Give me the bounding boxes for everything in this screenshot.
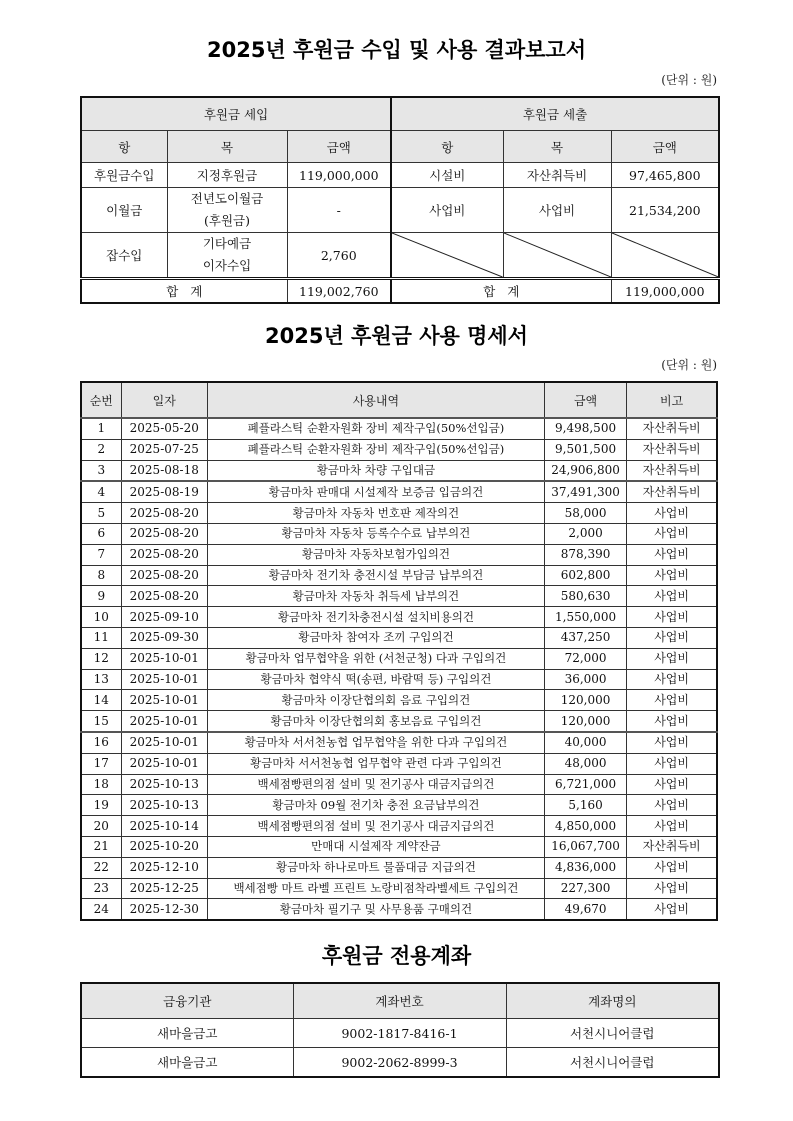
empty-diagonal-cell [611,233,719,279]
row-number: 10 [81,607,121,628]
row-date: 2025-08-19 [121,481,207,502]
col-note: 비고 [627,382,717,418]
income-amount: - [287,188,391,233]
expense-hang: 사업비 [391,188,503,233]
row-note: 사업비 [627,523,717,544]
row-amount: 36,000 [544,669,626,690]
row-description: 황금마차 자동차 취득세 납부의건 [207,586,544,607]
row-amount: 602,800 [544,565,626,586]
row-note: 사업비 [627,586,717,607]
summary-row [81,233,719,279]
income-header: 후원금 세입 [81,97,391,131]
expense-amount: 97,465,800 [611,163,719,188]
row-note: 사업비 [627,899,717,920]
income-mok [167,188,287,233]
row-note: 사업비 [627,544,717,565]
row-note: 사업비 [627,669,717,690]
row-description: 폐플라스틱 순환자원화 장비 제작구입(50%선입금) [207,418,544,439]
row-description: 폐플라스틱 순환자원화 장비 제작구입(50%선입금) [207,439,544,460]
table-row [81,523,717,544]
row-description: 황금마차 하나로마트 물품대금 지급의건 [207,857,544,878]
row-note: 자산취득비 [627,836,717,857]
row-note: 사업비 [627,857,717,878]
row-date: 2025-10-01 [121,648,207,669]
row-note: 사업비 [627,753,717,774]
summary-table [80,96,720,304]
col-amount: 금액 [611,131,719,163]
account-row [81,1048,719,1078]
row-date: 2025-12-10 [121,857,207,878]
row-amount: 1,550,000 [544,607,626,628]
row-description: 황금마차 이장단협의회 음료 구입의건 [207,690,544,711]
col-date: 일자 [121,382,207,418]
row-date: 2025-10-01 [121,753,207,774]
table-row [81,899,717,920]
row-description: 황금마차 판매대 시설제작 보증금 입금의건 [207,481,544,502]
income-mok-line: 기타예금 [202,236,252,251]
account-number: 9002-2062-8999-3 [293,1048,506,1078]
row-amount: 58,000 [544,503,626,524]
row-date: 2025-09-10 [121,607,207,628]
row-number: 19 [81,795,121,816]
table-row [81,607,717,628]
income-mok: 지정후원금 [167,163,287,188]
account-table [80,982,720,1078]
table-row [81,774,717,795]
bank: 새마을금고 [81,1048,293,1078]
row-amount: 4,836,000 [544,857,626,878]
row-number: 16 [81,732,121,753]
row-description: 황금마차 이장단협의회 홍보음료 구입의건 [207,711,544,732]
income-mok-line: 전년도이월금 [190,191,264,206]
row-note: 사업비 [627,732,717,753]
expense-hang: 시설비 [391,163,503,188]
row-description: 황금마차 협약식 떡(송편, 바람떡 등) 구입의건 [207,669,544,690]
col-hang: 항 [391,131,503,163]
row-date: 2025-10-01 [121,711,207,732]
row-date: 2025-08-18 [121,460,207,481]
row-amount: 4,850,000 [544,816,626,837]
row-date: 2025-08-20 [121,503,207,524]
row-description: 황금마차 서서천농협 업무협약 관련 다과 구입의건 [207,753,544,774]
row-date: 2025-10-13 [121,795,207,816]
row-date: 2025-12-25 [121,878,207,899]
unit-label: (단위 : 원) [661,73,717,87]
row-number: 21 [81,836,121,857]
summary-row [81,163,719,188]
row-description: 황금마차 전기차충전시설 설치비용의건 [207,607,544,628]
table-row [81,481,717,502]
table-row [81,460,717,481]
row-number: 4 [81,481,121,502]
row-date: 2025-08-20 [121,565,207,586]
row-note: 사업비 [627,774,717,795]
table-row [81,565,717,586]
col-desc: 사용내역 [207,382,544,418]
income-mok [167,233,287,279]
account-title: 후원금 전용계좌 [321,944,472,968]
row-description: 황금마차 차량 구입대금 [207,460,544,481]
row-note: 자산취득비 [627,460,717,481]
table-row [81,732,717,753]
table-row [81,878,717,899]
row-number: 2 [81,439,121,460]
table-row [81,418,717,439]
row-amount: 9,501,500 [544,439,626,460]
row-note: 사업비 [627,503,717,524]
row-note: 사업비 [627,627,717,648]
row-number: 23 [81,878,121,899]
table-row [81,669,717,690]
row-number: 1 [81,418,121,439]
row-note: 자산취득비 [627,481,717,502]
summary-row [81,188,719,233]
income-mok-line: (후원금) [204,213,250,228]
col-mok: 목 [503,131,611,163]
row-number: 14 [81,690,121,711]
row-note: 자산취득비 [627,418,717,439]
empty-diagonal-cell [503,233,611,279]
col-hang: 항 [81,131,167,163]
row-number: 20 [81,816,121,837]
row-note: 사업비 [627,648,717,669]
row-description: 백세점빵편의점 설비 및 전기공사 대금지급의건 [207,816,544,837]
row-number: 6 [81,523,121,544]
row-number: 17 [81,753,121,774]
empty-diagonal-cell [391,233,503,279]
detail-title: 2025년 후원금 사용 명세서 [265,324,528,348]
expense-header: 후원금 세출 [391,97,719,131]
income-amount: 119,000,000 [287,163,391,188]
row-amount: 72,000 [544,648,626,669]
row-amount: 49,670 [544,899,626,920]
row-date: 2025-09-30 [121,627,207,648]
row-description: 황금마차 자동차 번호판 제작의건 [207,503,544,524]
total-label: 합 계 [81,279,287,304]
row-description: 황금마차 자동차 등록수수료 납부의건 [207,523,544,544]
row-amount: 580,630 [544,586,626,607]
row-note: 사업비 [627,607,717,628]
row-note: 사업비 [627,795,717,816]
total-row [81,279,719,304]
row-note: 자산취득비 [627,439,717,460]
row-number: 15 [81,711,121,732]
row-number: 22 [81,857,121,878]
row-amount: 9,498,500 [544,418,626,439]
row-number: 9 [81,586,121,607]
table-row [81,753,717,774]
table-row [81,439,717,460]
row-amount: 227,300 [544,878,626,899]
col-amount: 금액 [287,131,391,163]
table-row [81,544,717,565]
expense-mok: 사업비 [503,188,611,233]
table-row [81,795,717,816]
expense-total: 119,000,000 [611,279,719,304]
row-date: 2025-10-14 [121,816,207,837]
income-total: 119,002,760 [287,279,391,304]
income-mok-line: 이자수입 [202,258,252,273]
report-title: 2025년 후원금 수입 및 사용 결과보고서 [206,38,586,62]
col-account-number: 계좌번호 [293,983,506,1019]
row-amount: 878,390 [544,544,626,565]
row-number: 7 [81,544,121,565]
col-account-holder: 계좌명의 [506,983,719,1019]
row-amount: 437,250 [544,627,626,648]
row-amount: 2,000 [544,523,626,544]
row-date: 2025-10-13 [121,774,207,795]
row-description: 황금마차 업무협약을 위한 (서천군청) 다과 구입의건 [207,648,544,669]
table-row [81,836,717,857]
col-no: 순번 [81,382,121,418]
row-note: 사업비 [627,878,717,899]
row-number: 13 [81,669,121,690]
row-number: 12 [81,648,121,669]
row-number: 3 [81,460,121,481]
account-number: 9002-1817-8416-1 [293,1019,506,1048]
table-row [81,690,717,711]
row-note: 사업비 [627,816,717,837]
col-bank: 금융기관 [81,983,293,1019]
income-hang: 잡수입 [81,233,167,279]
detail-table [80,381,718,921]
row-number: 18 [81,774,121,795]
row-description: 황금마차 필기구 및 사무용품 구매의건 [207,899,544,920]
row-date: 2025-10-01 [121,690,207,711]
row-description: 황금마차 전기차 충전시설 부담금 납부의건 [207,565,544,586]
row-date: 2025-05-20 [121,418,207,439]
row-date: 2025-08-20 [121,586,207,607]
table-row [81,816,717,837]
row-amount: 6,721,000 [544,774,626,795]
row-date: 2025-12-30 [121,899,207,920]
table-row [81,711,717,732]
row-amount: 48,000 [544,753,626,774]
income-amount: 2,760 [287,233,391,279]
table-row [81,586,717,607]
row-number: 24 [81,899,121,920]
row-amount: 5,160 [544,795,626,816]
row-number: 8 [81,565,121,586]
account-holder: 서천시니어클럽 [506,1019,719,1048]
row-note: 사업비 [627,565,717,586]
row-date: 2025-08-20 [121,544,207,565]
row-amount: 120,000 [544,690,626,711]
row-number: 11 [81,627,121,648]
row-amount: 16,067,700 [544,836,626,857]
total-label: 합 계 [391,279,611,304]
row-note: 사업비 [627,690,717,711]
expense-mok: 자산취득비 [503,163,611,188]
row-description: 백세점빵편의점 설비 및 전기공사 대금지급의건 [207,774,544,795]
income-hang: 이월금 [81,188,167,233]
account-row [81,1019,719,1048]
row-description: 황금마차 자동차보험가입의건 [207,544,544,565]
row-description: 황금마차 서서천농협 업무협약을 위한 다과 구입의건 [207,732,544,753]
row-description: 만매대 시설제작 계약잔금 [207,836,544,857]
row-note: 사업비 [627,711,717,732]
expense-amount: 21,534,200 [611,188,719,233]
col-amount: 금액 [544,382,626,418]
table-row [81,627,717,648]
row-amount: 37,491,300 [544,481,626,502]
row-number: 5 [81,503,121,524]
row-amount: 40,000 [544,732,626,753]
row-description: 황금마차 09월 전기차 충전 요금납부의건 [207,795,544,816]
income-hang: 후원금수입 [81,163,167,188]
row-date: 2025-08-20 [121,523,207,544]
row-date: 2025-07-25 [121,439,207,460]
row-date: 2025-10-01 [121,669,207,690]
table-row [81,503,717,524]
row-date: 2025-10-01 [121,732,207,753]
row-amount: 24,906,800 [544,460,626,481]
row-description: 백세점빵 마트 라벨 프린트 노랑비점착라벨세트 구입의건 [207,878,544,899]
account-holder: 서천시니어클럽 [506,1048,719,1078]
row-description: 황금마차 참여자 조끼 구입의건 [207,627,544,648]
unit-label: (단위 : 원) [661,358,717,372]
table-row [81,857,717,878]
table-row [81,648,717,669]
row-amount: 120,000 [544,711,626,732]
col-mok: 목 [167,131,287,163]
bank: 새마을금고 [81,1019,293,1048]
row-date: 2025-10-20 [121,836,207,857]
